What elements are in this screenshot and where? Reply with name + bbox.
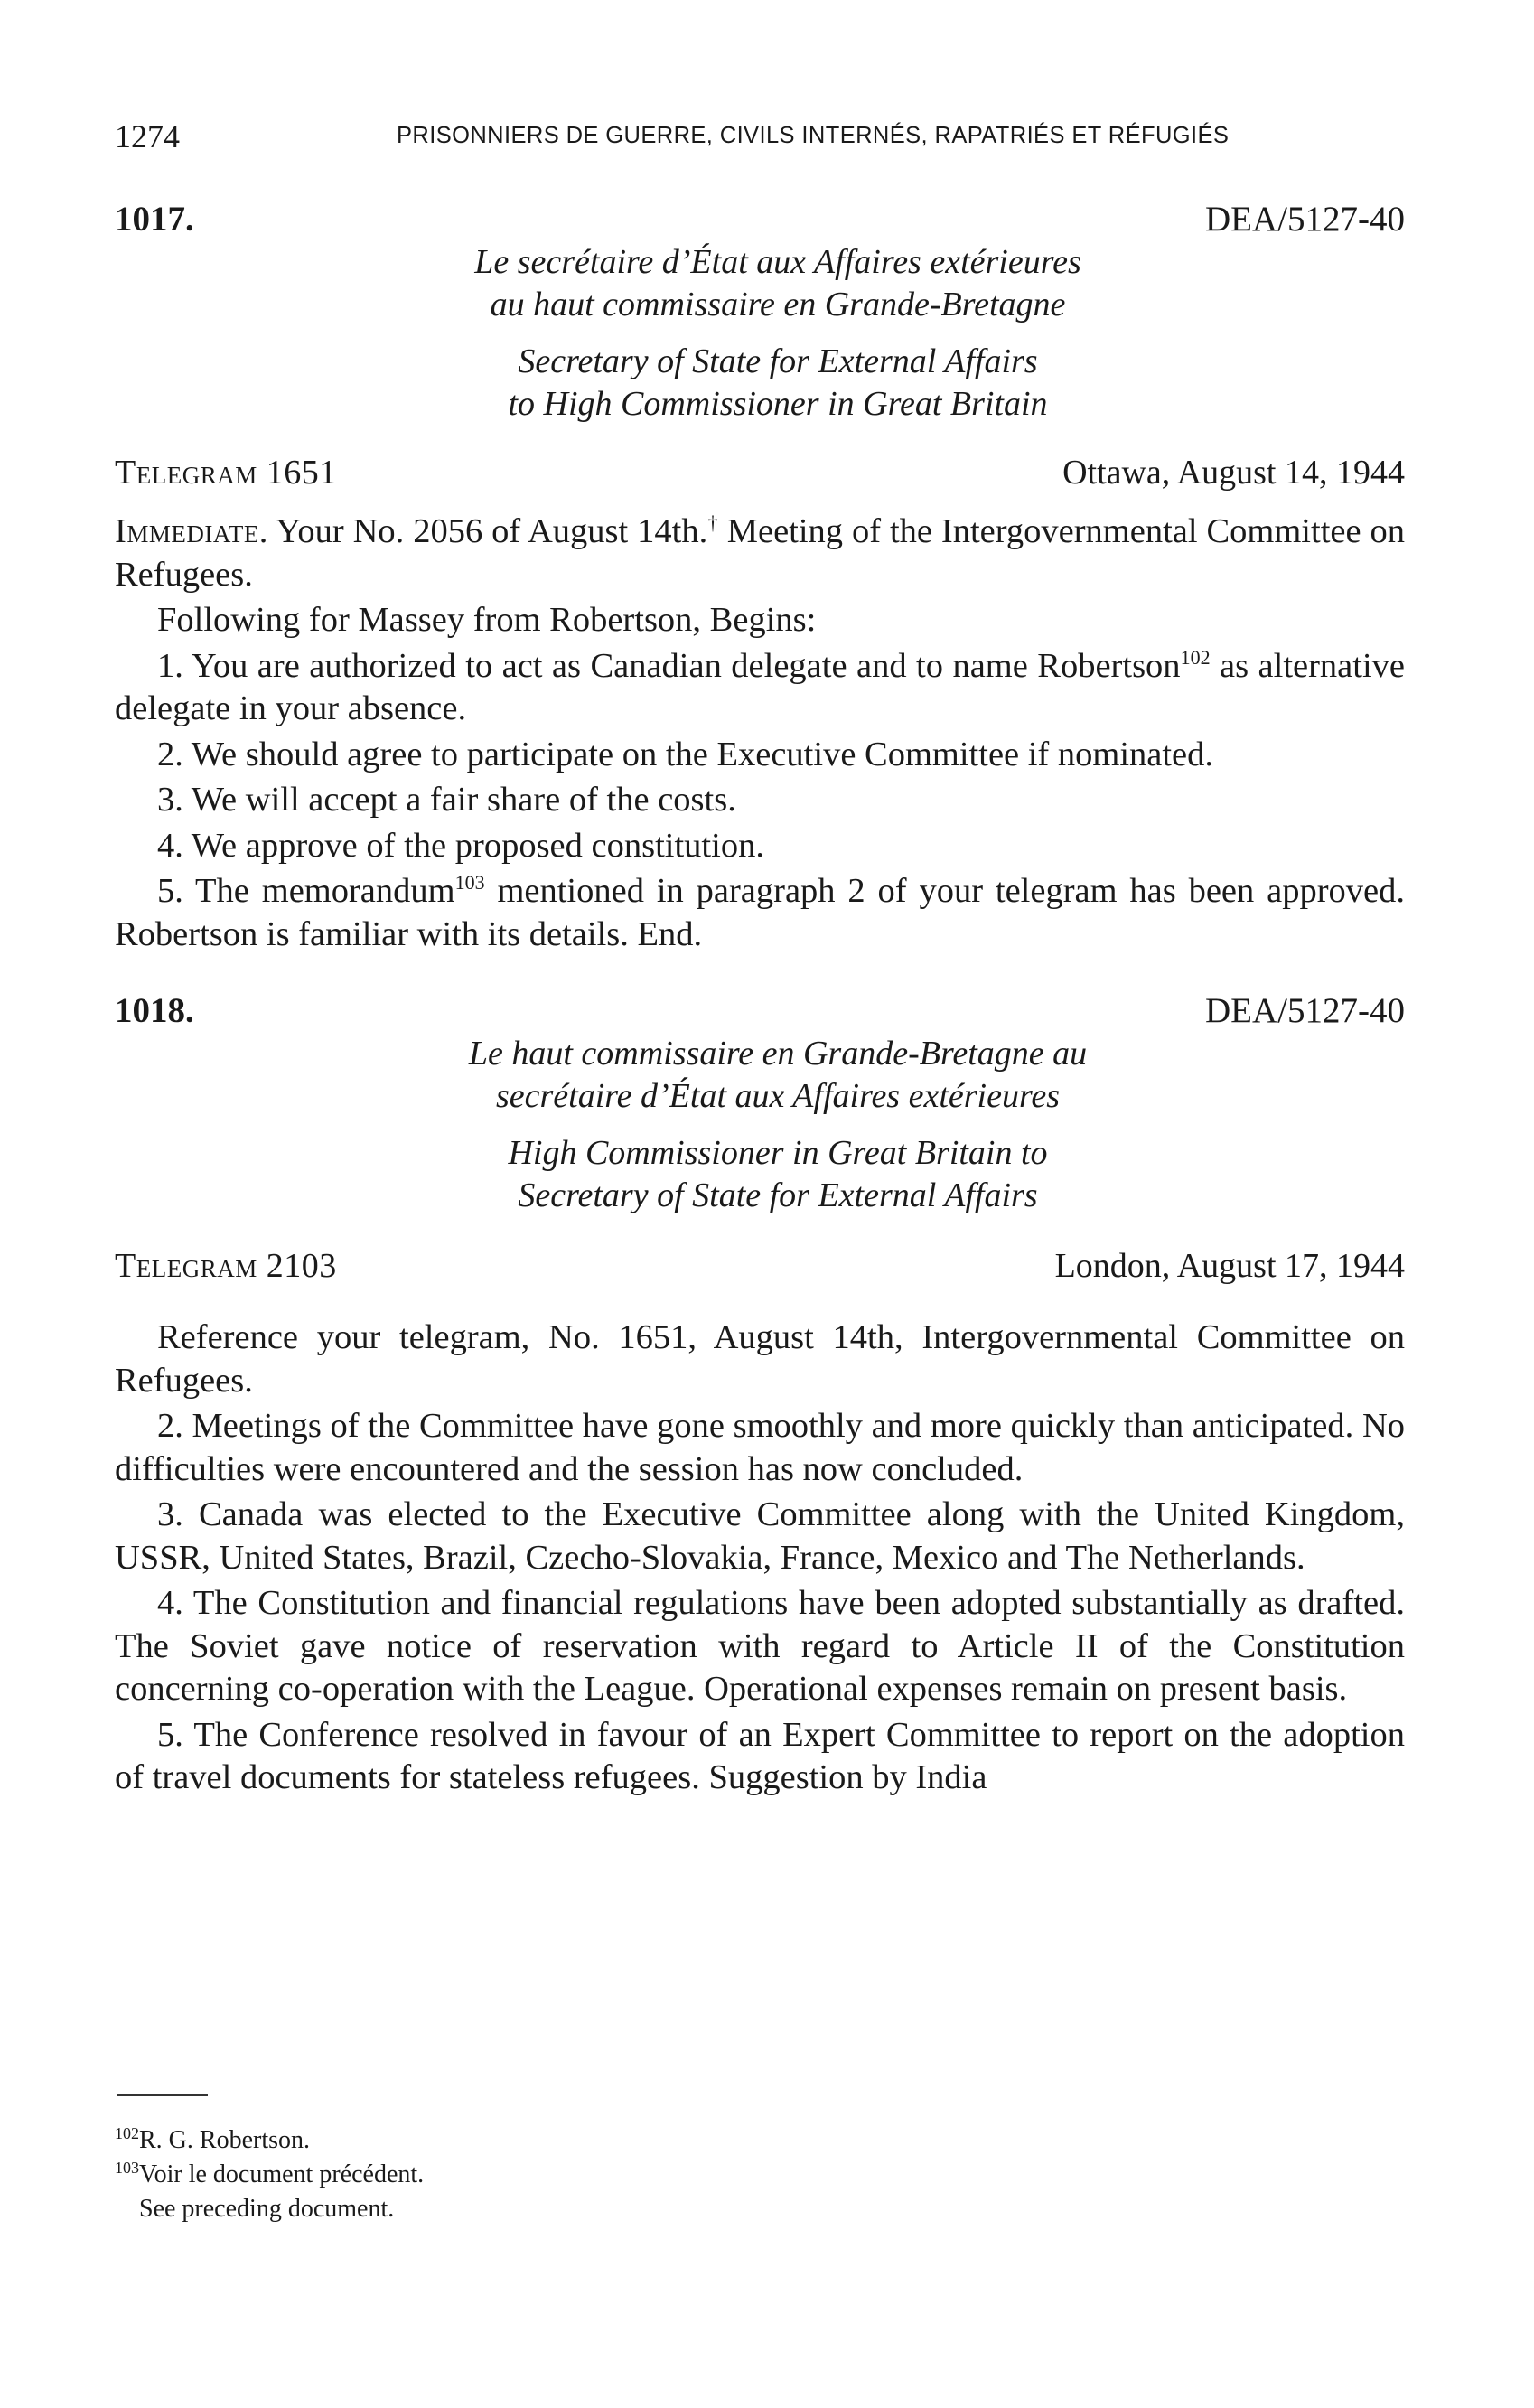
- footnote-marker: 102: [115, 2124, 139, 2142]
- addressing-block: [115, 1033, 1405, 1217]
- document-number: 1018.: [115, 991, 194, 1030]
- page: [115, 108, 1405, 1803]
- running-head: [115, 108, 1405, 163]
- file-reference: DEA/5127-40: [1205, 991, 1405, 1030]
- addressing-block: [115, 241, 1405, 426]
- footnotes: [115, 2094, 928, 2226]
- document-number: 1017.: [115, 200, 194, 239]
- paragraph: Reference your telegram, No. 1651, August 14th, Intergovernmental Committee on Refugees.: [115, 1318, 1405, 1400]
- addressing-line: High Commissioner in Great Britain to: [508, 1134, 1048, 1172]
- document-1018: [115, 990, 1405, 1800]
- footnote-ref-103: 103: [454, 871, 485, 894]
- paragraph: 1. You are authorized to act as Canadian delegate and to name Robertson$^{102}$ as alternative delegate in your absence.: [115, 645, 1406, 727]
- telegram-number: Telegram 1651: [115, 454, 337, 492]
- paragraph: 4. The Constitution and financial regulations have been adopted substantially as drafted. The Soviet gave notice of reservation with regard to Article II of the Constitution concerning co-operation with the League. Operational expenses remain on present basis.: [115, 1584, 1405, 1708]
- paragraph: 3. Canada was elected to the Executive Committee along with the United Kingdom, USSR, United States, Brazil, Czecho-Slovakia, France, Mexico and The Netherlands.: [115, 1495, 1405, 1577]
- priority-label: Immediate.: [115, 512, 268, 550]
- paragraph: 5. The memorandum$^{103}$ mentioned in paragraph 2 of your telegram has been approved. Robertson is familiar with its details. End.: [115, 871, 1405, 953]
- paragraph: 4. We approve of the proposed constitution.: [157, 826, 764, 865]
- page-number: 1274: [115, 118, 180, 155]
- document-body: [115, 511, 1405, 956]
- addressing-french: [151, 241, 1405, 326]
- addressing-english: [151, 341, 1405, 426]
- footnote-marker: 103: [115, 2159, 139, 2177]
- addressing-line: Secretary of State for External Affairs: [518, 342, 1038, 380]
- document-heading: [115, 199, 1405, 244]
- document-1017: [115, 199, 1405, 956]
- paragraph: 2. Meetings of the Committee have gone smoothly and more quickly than anticipated. No difficulties were encountered and the session has now concluded.: [115, 1407, 1405, 1488]
- footnote-103-english: See preceding document.: [139, 2195, 395, 2223]
- telegram-meta: [115, 453, 1405, 503]
- addressing-line: Secretary of State for External Affairs: [518, 1176, 1038, 1214]
- file-reference: DEA/5127-40: [1205, 200, 1405, 239]
- document-body: [115, 1316, 1405, 1800]
- footnote-ref-102: 102: [1180, 645, 1211, 669]
- telegram-meta: [115, 1246, 1405, 1297]
- footnote-rule: [117, 2094, 208, 2096]
- paragraph: 2. We should agree to participate on the Executive Committee if nominated.: [157, 735, 1214, 773]
- running-title: PRISONNIERS DE GUERRE, CIVILS INTERNÉS, RAPATRIÉS ET RÉFUGIÉS: [397, 123, 1230, 148]
- footnote-103: $^{103}$Voir le document précédent.: [115, 2159, 425, 2188]
- footnote-102: $^{102}$R. G. Robertson.: [115, 2124, 310, 2154]
- paragraph: 3. We will accept a fair share of the costs.: [157, 781, 736, 819]
- place-date: London, August 17, 1944: [1054, 1247, 1405, 1285]
- addressing-line: au haut commissaire en Grande-Bretagne: [490, 286, 1066, 323]
- addressing-line: secrétaire d’État aux Affaires extérieures: [495, 1077, 1060, 1115]
- place-date: Ottawa, August 14, 1944: [1062, 454, 1405, 492]
- addressing-line: Le secrétaire d’État aux Affaires extérieures: [474, 243, 1081, 281]
- paragraph: 5. The Conference resolved in favour of an Expert Committee to report on the adoption of travel documents for stateless refugees. Suggestion by India: [115, 1715, 1405, 1796]
- paragraph: Immediate. Your No. 2056 of August 14th.† Meeting of the Intergovernmental Committee on Refugees.: [115, 511, 1405, 594]
- addressing-french: [151, 1033, 1405, 1118]
- addressing-english: [151, 1132, 1405, 1217]
- dagger-mark: †: [707, 511, 718, 534]
- addressing-line: Le haut commissaire en Grande-Bretagne au: [468, 1035, 1088, 1073]
- paragraph: Following for Massey from Robertson, Begins:: [157, 601, 817, 639]
- telegram-number: Telegram 2103: [115, 1247, 337, 1285]
- addressing-line: to High Commissioner in Great Britain: [508, 385, 1048, 423]
- document-heading: [115, 990, 1405, 1035]
